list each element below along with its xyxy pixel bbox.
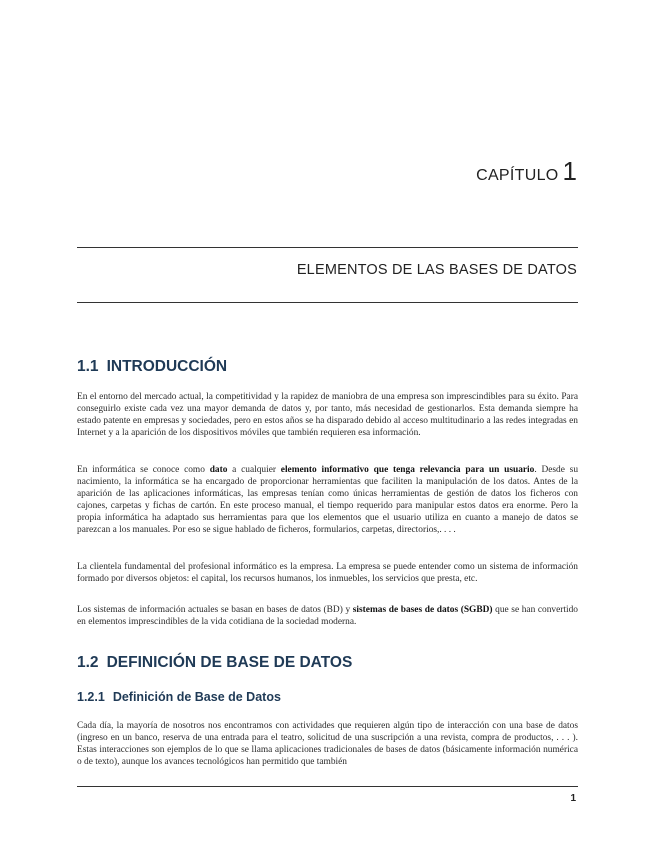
- paragraph-definicion-1: Cada día, la mayoría de nosotros nos encontramos con actividades que requieren algún tipo de interacción con una base de datos (ingreso en un banco, reserva de una entrada para el teatro, solicitud de una suscripción a una revista, compra de productos, . . . ). Estas interacciones son ejemplos de lo que se llama aplicaciones tradicionales de bases de datos (básicamente información numérica o de texto), aunque los avances tecnológicos han permitido que también: [77, 721, 578, 768]
- text-run: Los sistemas de información actuales se basan en bases de datos (BD) y: [77, 605, 353, 615]
- subsection-title: Definición de Base de Datos: [112, 690, 281, 704]
- bottom-rule: [77, 302, 578, 303]
- section-heading-introduccion: [77, 358, 227, 376]
- text-run: a cualquier: [227, 465, 281, 475]
- bold-definition: elemento informativo que tenga relevancia para un usuario: [280, 465, 535, 475]
- subsection-heading: [77, 690, 281, 704]
- text-run: En informática se conoce como: [77, 465, 210, 475]
- chapter-title: ELEMENTOS DE LAS BASES DE DATOS: [296, 262, 577, 278]
- text-run: . Desde su nacimiento, la informática se ha encargado de proporcionar herramientas que faciliten la manipulación de los datos. Antes de la aparición de las aplicaciones informáticas, las empresas tenían como únicas herramientas de gestión de datos los ficheros con cajones, carpetas y fichas de cartón. En este proceso manual, el tiempo requerido para manipular estos datos era enorme. Pero la propia informática ha adaptado sus herramientas para que los elementos que el usuario utiliza en cuanto a manejo de datos se parezcan a los manuales. Por eso se sigue hablado de ficheros, formularios, carpetas, directorios,. . . .: [77, 465, 579, 536]
- chapter-number: 1: [562, 156, 577, 186]
- top-rule: [77, 247, 578, 248]
- footer-rule: [77, 786, 578, 787]
- section-title: INTRODUCCIÓN: [106, 358, 228, 375]
- subsection-number: 1.2.1: [77, 690, 105, 704]
- chapter-word: CAPÍTULO: [476, 167, 559, 184]
- bold-term-dato: dato: [209, 465, 228, 475]
- section-number: 1.2: [77, 654, 99, 671]
- section-title: DEFINICIÓN DE BASE DE DATOS: [106, 654, 353, 671]
- section-heading-definicion: [77, 654, 352, 672]
- paragraph-intro-3: La clientela fundamental del profesional informático es la empresa. La empresa se puede entender como un sistema de información formado por diversos objetos: el capital, los recursos humanos, los inmuebles, los servicios que presta, etc.: [77, 562, 578, 585]
- paragraph-intro-1: En el entorno del mercado actual, la competitividad y la rapidez de maniobra de una empresa son imprescindibles para su éxito. Para conseguirlo existe cada vez una mayor demanda de datos y, por tanto, más necesidad de gestionarlos. Esta demanda siempre ha estado patente en empresas y sociedades, pero en estos años se ha disparado debido al acceso multitudinario a las redes integradas en Internet y a la aparición de los dispositivos móviles que también requieren esa información.: [77, 392, 578, 439]
- chapter-label: [476, 156, 577, 187]
- paragraph-intro-2: [77, 464, 578, 537]
- section-number: 1.1: [77, 358, 99, 375]
- page-number: 1: [570, 793, 576, 804]
- text-run: que se han convertido en elementos imprescindibles de la vida cotidiana de la sociedad moderna.: [77, 605, 578, 628]
- bold-term-sgbd: sistemas de bases de datos (SGBD): [352, 605, 493, 615]
- paragraph-intro-4: [77, 604, 578, 628]
